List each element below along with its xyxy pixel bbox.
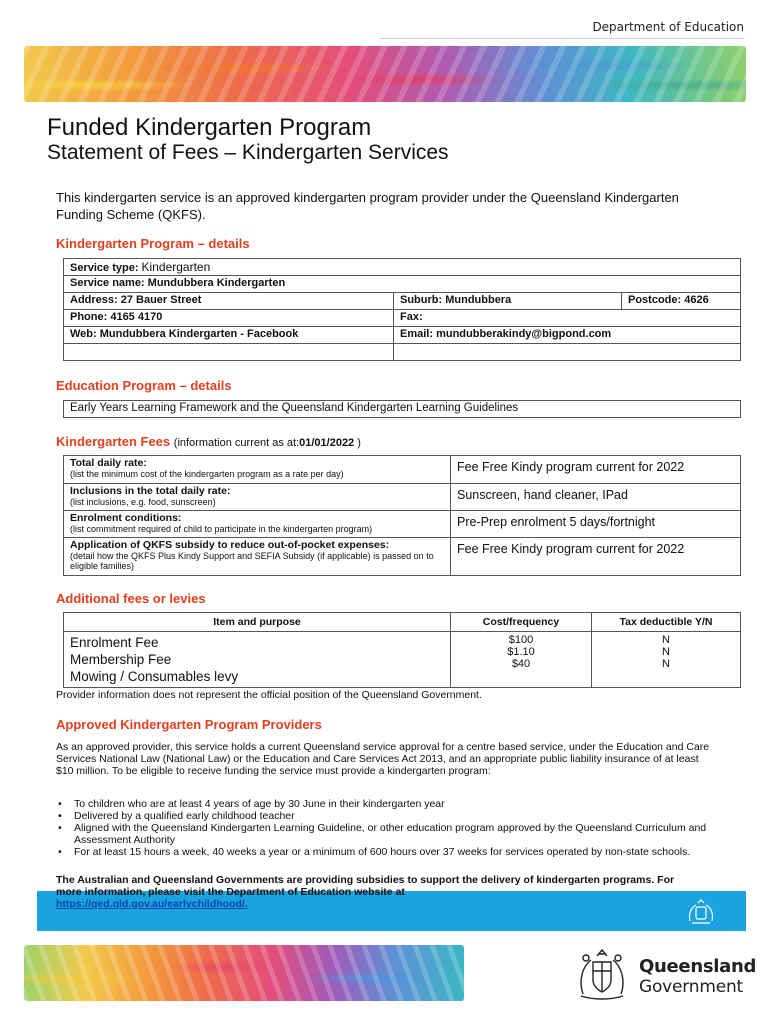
closing-text: The Australian and Queensland Governments are providing subsidies to support the delivery of kindergarten programs. For more information, please visit the Department of Education website at	[56, 874, 675, 898]
document-title: Funded Kindergarten Program	[47, 114, 372, 141]
fee-row-label	[64, 484, 451, 511]
fee-sublabel: (list commitment required of child to participate in the kindergarten program)	[70, 524, 373, 534]
col-header-tax: Tax deductible Y/N	[592, 613, 741, 632]
items-cell	[64, 632, 451, 688]
levy-tax: N	[662, 658, 670, 670]
fee-value: Fee Free Kindy program current for 2022	[451, 456, 741, 484]
additional-fees-heading: Additional fees or levies	[56, 591, 206, 606]
fee-row-label	[64, 538, 451, 576]
levy-tax: N	[662, 634, 670, 646]
fee-sublabel: (detail how the QKFS Plus Kindy Support and SEFIA Subsidy (if applicable) is passed on to eligible families)	[70, 551, 434, 571]
fee-row-label	[64, 511, 451, 538]
col-header-item: Item and purpose	[64, 613, 451, 632]
program-details-table	[63, 258, 741, 361]
levy-cost: $40	[511, 658, 531, 670]
fee-value: Fee Free Kindy program current for 2022	[451, 538, 741, 576]
levy-item: Membership Fee	[70, 652, 172, 667]
decorative-banner-top	[24, 46, 746, 102]
education-program-value: Early Years Learning Framework and the Queensland Kindergarten Learning Guidelines	[63, 400, 741, 418]
suburb-cell: Suburb: Mundubbera	[394, 293, 622, 310]
list-item: • Aligned with the Queensland Kindergarten Learning Guideline, or other education program approved by the Queensland Curriculum and Assessment Authority	[56, 822, 716, 846]
closing-note	[56, 874, 696, 910]
requirements-list	[56, 798, 716, 858]
fee-sublabel: (list the minimum cost of the kindergarten program as a rate per day)	[70, 469, 344, 479]
coat-of-arms-icon	[573, 944, 631, 1002]
empty-cell	[64, 344, 394, 361]
header-divider	[380, 38, 744, 39]
fee-sublabel: (list inclusions, e.g. food, sunscreen)	[70, 497, 216, 507]
fee-row-label	[64, 456, 451, 484]
education-website-link[interactable]: https://qed.qld.gov.au/earlychildhood/.	[56, 898, 248, 910]
fee-label: Application of QKFS subsidy to reduce out-of-pocket expenses:	[70, 539, 390, 551]
fee-value: Sunscreen, hand cleaner, IPad	[451, 484, 741, 511]
fees-heading-row	[56, 434, 361, 449]
fee-label: Enrolment conditions:	[70, 512, 182, 524]
document-subtitle: Statement of Fees – Kindergarten Services	[47, 141, 449, 164]
fees-note-suffix: )	[357, 437, 361, 449]
decorative-banner-bottom	[24, 945, 464, 1001]
department-label: Department of Education	[592, 20, 744, 34]
service-name-cell: Service name: Mundubbera Kindergarten	[64, 276, 741, 293]
service-type-value: Kindergarten	[141, 260, 211, 274]
logo-name: Queensland	[639, 956, 757, 977]
col-header-cost: Cost/frequency	[451, 613, 592, 632]
fee-label: Total daily rate:	[70, 457, 147, 469]
levy-tax: N	[662, 646, 670, 658]
list-item: • To children who are at least 4 years of age by 30 June in their kindergarten year	[56, 798, 716, 810]
fees-heading: Kindergarten Fees	[56, 434, 171, 449]
logo-sub: Government	[639, 977, 744, 997]
costs-cell	[451, 632, 592, 688]
empty-cell	[394, 344, 741, 361]
approved-providers-text: As an approved provider, this service holds a current Queensland service approval for a centre based service, under the Education and Care Services National Law (National Law) or the Education and Care Services Act 2013, and an appropriate public liability insurance of at least $10 million. To be eligible to receive funding the service must provide a kindergarten program:	[56, 741, 710, 777]
postcode-cell: Postcode: 4626	[622, 293, 741, 310]
phone-cell: Phone: 4165 4170	[64, 310, 394, 327]
fee-label: Inclusions in the total daily rate:	[70, 485, 231, 497]
additional-fees-table	[63, 612, 741, 688]
levy-item: Enrolment Fee	[70, 635, 159, 650]
fees-note-prefix: (information current as at:	[173, 437, 300, 449]
levy-item: Mowing / Consumables levy	[70, 669, 239, 684]
list-item: • Delivered by a qualified early childhood teacher	[56, 810, 716, 822]
education-program-heading: Education Program – details	[56, 378, 232, 393]
list-item: • For at least 15 hours a week, 40 weeks a year or a minimum of 600 hours over 37 weeks for services operated by non-state schools.	[56, 846, 716, 858]
tax-cell	[592, 632, 741, 688]
fees-table	[63, 455, 741, 576]
levy-cost: $100	[508, 634, 534, 646]
levy-cost: $1.10	[507, 646, 535, 658]
disclaimer: Provider information does not represent the official position of the Queensland Government.	[56, 689, 482, 701]
address-cell: Address: 27 Bauer Street	[64, 293, 394, 310]
service-type-label: Service type:	[70, 262, 139, 274]
fees-note-date: 01/01/2022	[299, 437, 355, 449]
fax-cell: Fax:	[394, 310, 741, 327]
fees-note	[174, 437, 361, 449]
queensland-government-logo	[573, 944, 757, 1006]
approved-providers-heading: Approved Kindergarten Program Providers	[56, 717, 322, 732]
fee-value: Pre-Prep enrolment 5 days/fortnight	[451, 511, 741, 538]
intro-paragraph: This kindergarten service is an approved kindergarten program provider under the Queensland Kindergarten Funding Scheme (QKFS).	[56, 190, 679, 222]
program-details-heading: Kindergarten Program – details	[56, 236, 250, 251]
service-type-cell	[64, 259, 741, 276]
web-cell: Web: Mundubbera Kindergarten - Facebook	[64, 327, 394, 344]
email-cell: Email: mundubberakindy@bigpond.com	[394, 327, 741, 344]
